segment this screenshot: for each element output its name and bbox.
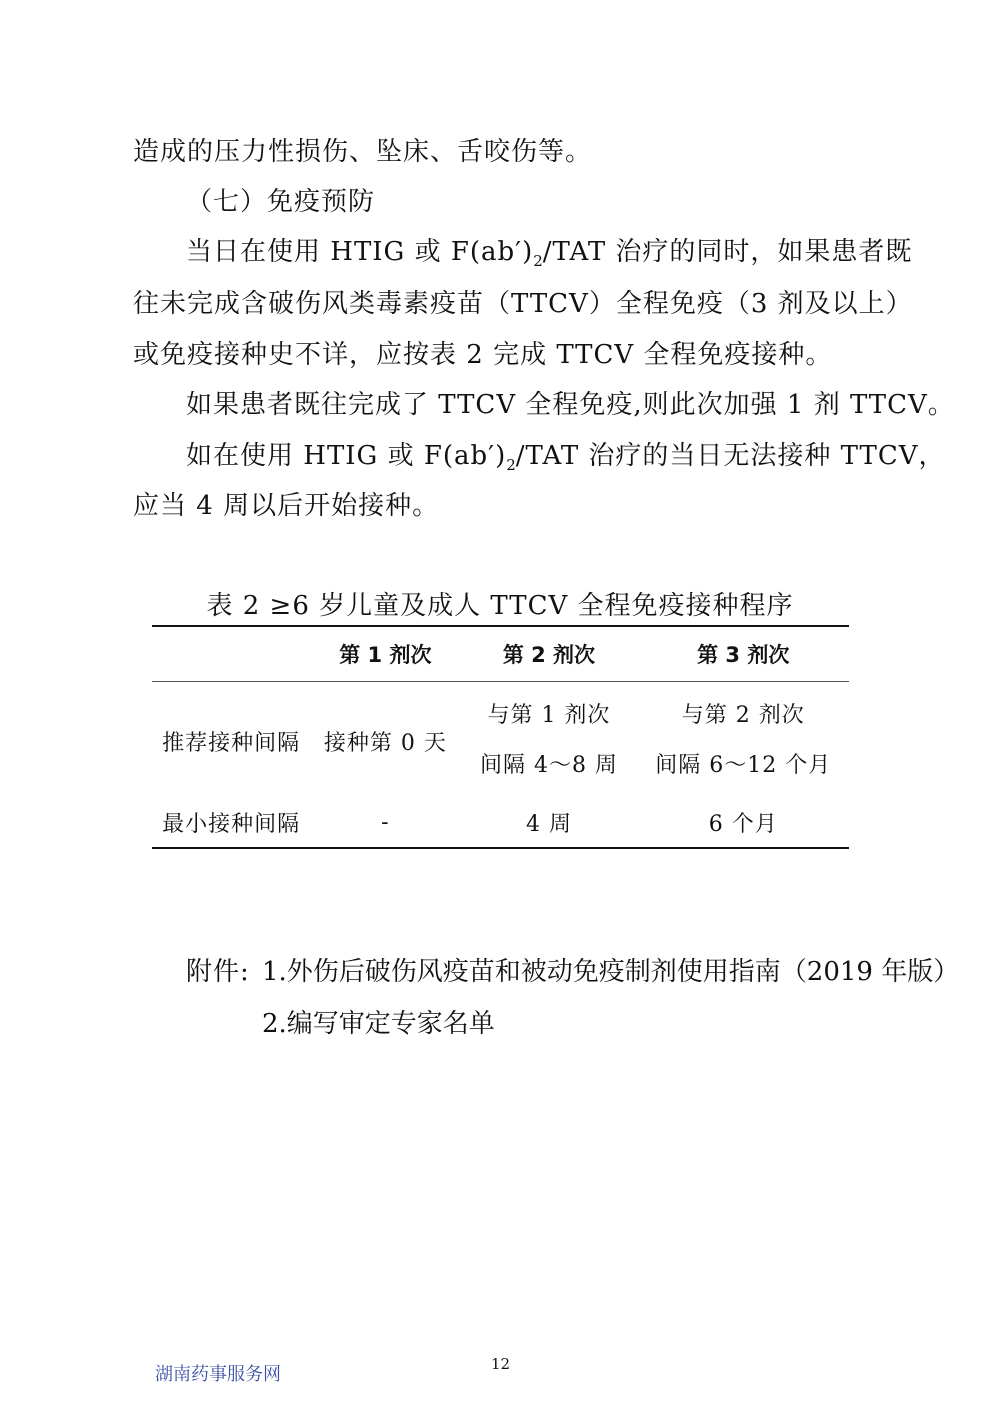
table-row [152,682,849,798]
section-heading: （七）免疫预防 [186,187,376,217]
attachment-item: 2.编写审定专家名单 [262,1009,495,1039]
table-header-cell: 第 3 剂次 [637,626,849,682]
page-number: 12 [491,1355,511,1373]
cell-line: 间隔 6～12 个月 [655,753,832,778]
paragraph-line: 如在使用 HTIG 或 $F(ab')_2$/TAT 治疗的当日无法接种 TTCV， [186,441,946,474]
row-label: 最小接种间隔 [162,811,301,837]
paragraph-line: 应当 4 周以后开始接种。 [133,491,440,521]
attachment-item: 1.外伤后破伤风疫苗和被动免疫制剂使用指南（2019 年版） [262,957,960,987]
paragraph-line: 当日在使用 HTIG 或 $F(ab')_2$/TAT 治疗的同时，如果患者既 [186,237,913,270]
paragraph-line: 往未完成含破伤风类毒素疫苗（TTCV）全程免疫（3 剂及以上） [133,289,913,319]
vaccination-schedule-table [152,625,849,849]
table-header-row [152,626,849,682]
site-watermark: 湖南药事服务网 [155,1364,281,1385]
paragraph-line: 或免疫接种史不详，应按表 2 完成 TTCV 全程免疫接种。 [133,340,833,370]
table-cell: 4 周 [525,811,572,837]
cell-line: 与第 2 剂次 [681,703,805,728]
table-cell [637,682,849,798]
attachments-label: 附件: [186,957,250,987]
cell-line: 与第 1 剂次 [487,703,611,728]
table-cell: 接种第 0 天 [323,730,447,756]
paragraph-line: 如果患者既往完成了 TTCV 全程免疫,则此次加强 1 剂 TTCV。 [186,390,955,420]
table-row [152,797,849,848]
table-cell [460,682,637,798]
table-header-cell [152,626,310,682]
table-cell: 6 个月 [708,811,778,837]
paragraph-line: 造成的压力性损伤、坠床、舌咬伤等。 [133,137,593,167]
cell-line: 间隔 4～8 周 [479,753,618,778]
table-caption: 表 2 ≥6 岁儿童及成人 TTCV 全程免疫接种程序 [206,591,794,621]
table-cell: - [381,809,390,835]
table-header-cell: 第 2 剂次 [460,626,637,682]
row-label: 推荐接种间隔 [162,730,301,756]
table-header-cell: 第 1 剂次 [310,626,460,682]
